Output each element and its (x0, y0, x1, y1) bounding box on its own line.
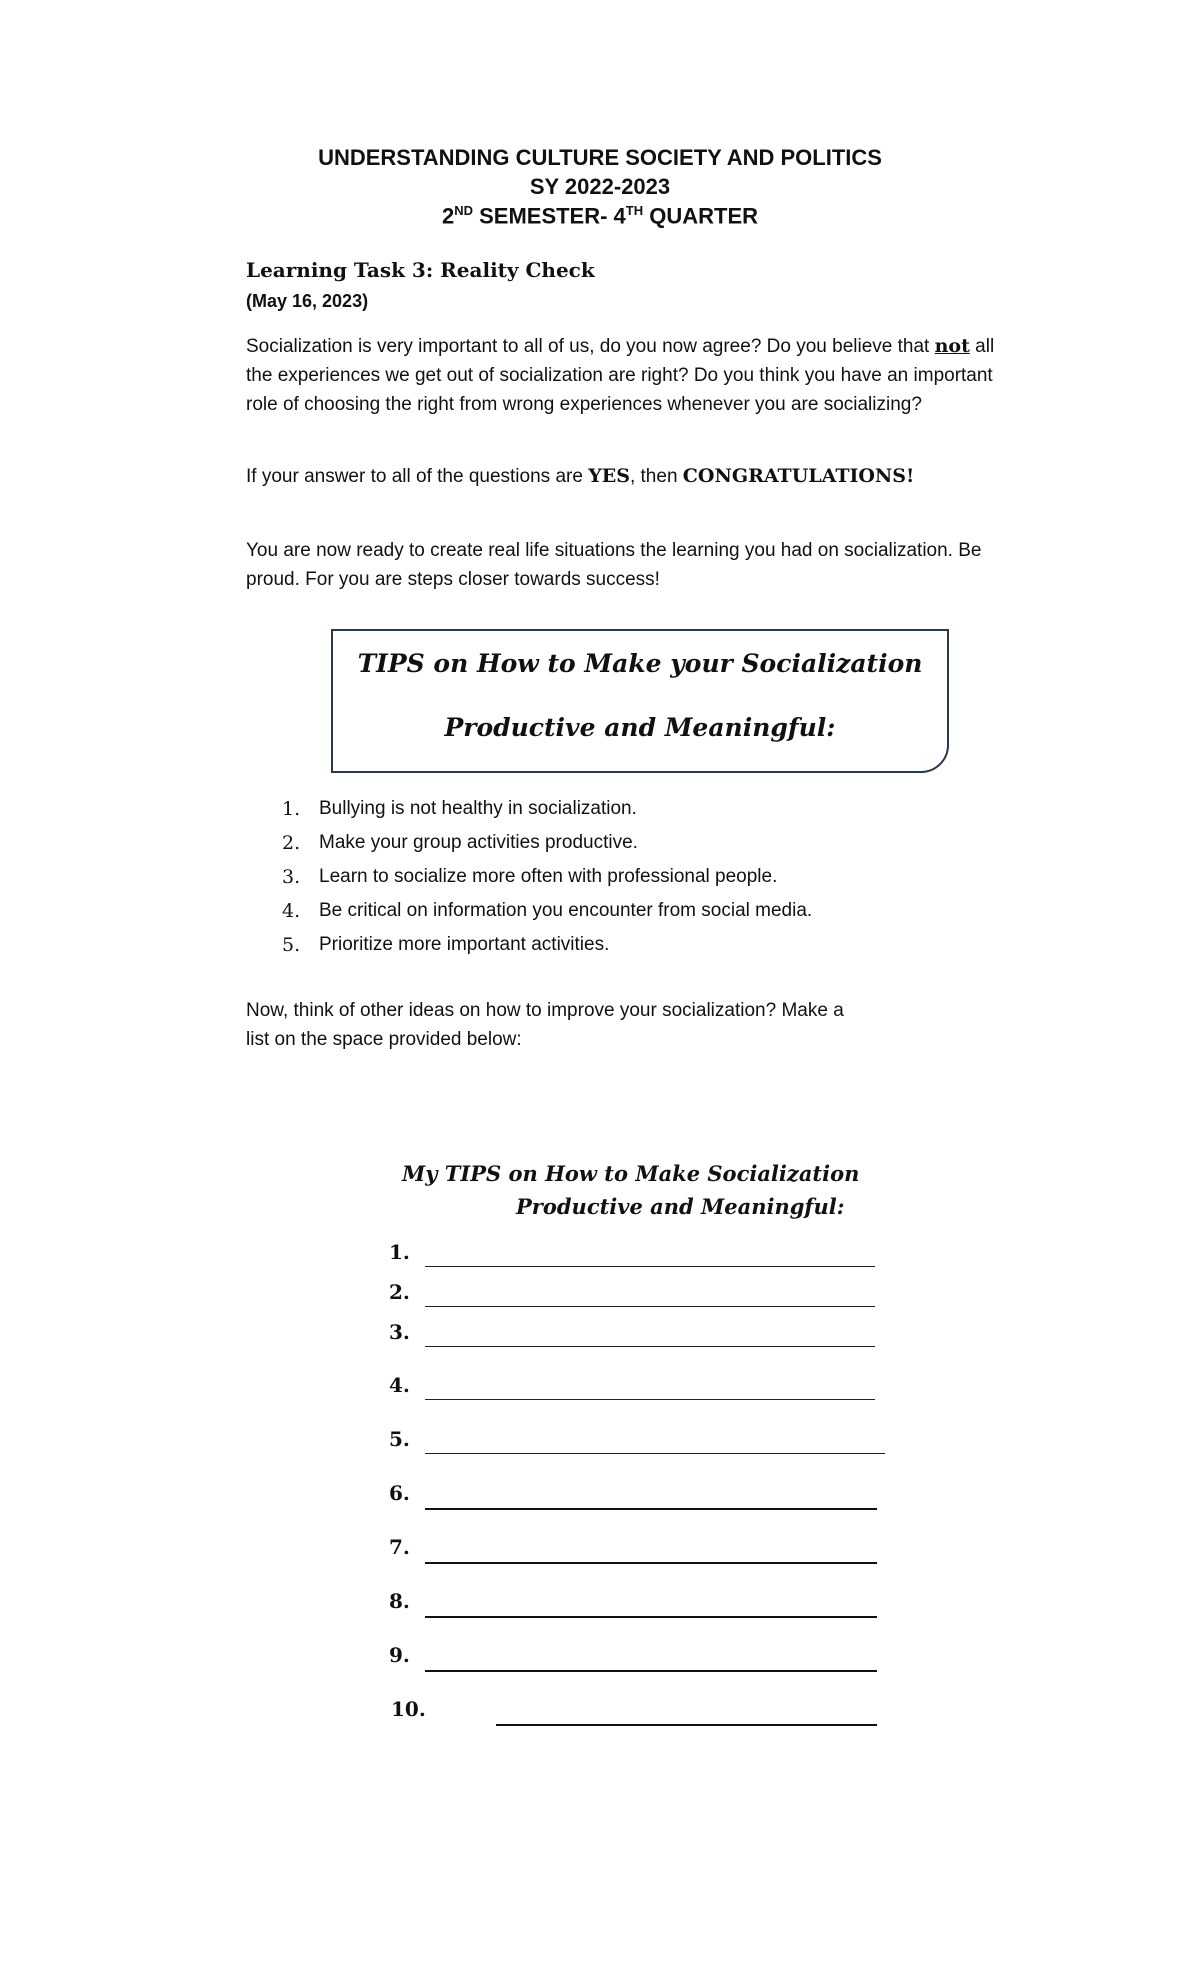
task-date: (May 16, 2023) (246, 291, 369, 311)
intro-paragraph: Socialization is very important to all of us, do you now agree? Do you believe that not all the experiences we get out of socialization are right? Do you think you have an important role of choosing the right from wrong experiences whenever you are socializing? (246, 335, 995, 415)
list-item: 6. (389, 1481, 410, 1505)
list-item: 7. (389, 1535, 410, 1559)
answer-line-2[interactable] (425, 1286, 875, 1307)
tips-list (282, 798, 812, 968)
list-item: 3. (389, 1320, 410, 1344)
task-title: Learning Task 3: Reality Check (246, 258, 595, 282)
list-item: 5. (389, 1427, 410, 1451)
my-tips-title-line1: My TIPS on How to Make Socialization (402, 1161, 860, 1186)
tips-box (331, 629, 949, 773)
not-emphasis: not (934, 335, 970, 357)
list-item: 5. Prioritize more important activities. (282, 934, 610, 956)
ready-paragraph: You are now ready to create real life situations the learning you had on socialization. Be proud. For you are steps closer towards success! (246, 540, 982, 590)
answer-line-6[interactable] (425, 1488, 877, 1510)
list-item: 9. (389, 1643, 410, 1667)
yes-emphasis: YES (588, 465, 630, 487)
answer-line-7[interactable] (425, 1542, 877, 1564)
prompt-paragraph: Now, think of other ideas on how to improve your socialization? Make a list on the space provided below: (246, 1000, 844, 1050)
congratulations-emphasis: CONGRATULATIONS! (682, 465, 915, 487)
answer-line-1[interactable] (425, 1246, 875, 1267)
list-item: 2. (389, 1280, 410, 1304)
tips-box-title-line1: TIPS on How to Make your Socialization (357, 649, 923, 678)
list-item: 2. Make your group activities productive. (282, 832, 638, 854)
list-item: 4. Be critical on information you encounter from social media. (282, 900, 813, 922)
my-tips-title-line2: Productive and Meaningful: (516, 1194, 845, 1219)
list-item: 1. (389, 1240, 410, 1264)
list-item: 4. (389, 1373, 410, 1397)
answer-line-3[interactable] (425, 1326, 875, 1347)
list-item: 3. Learn to socialize more often with professional people. (282, 866, 778, 888)
school-year: SY 2022-2023 (529, 174, 671, 199)
course-title: UNDERSTANDING CULTURE SOCIETY AND POLITICS (318, 145, 882, 170)
list-item: 1. Bullying is not healthy in socialization. (282, 798, 637, 820)
list-item: 8. (389, 1589, 410, 1613)
semester-quarter: 2ND SEMESTER- 4TH QUARTER (441, 203, 759, 229)
answer-line-5[interactable] (425, 1433, 885, 1454)
answer-line-8[interactable] (425, 1596, 877, 1618)
answer-line-4[interactable] (425, 1379, 875, 1400)
congrats-paragraph: If your answer to all of the questions are YES, then CONGRATULATIONS! (246, 465, 915, 487)
answer-line-10[interactable] (496, 1704, 877, 1726)
list-item: 10. (391, 1697, 426, 1721)
tips-box-title-line2: Productive and Meaningful: (444, 713, 836, 742)
answer-line-9[interactable] (425, 1650, 877, 1672)
